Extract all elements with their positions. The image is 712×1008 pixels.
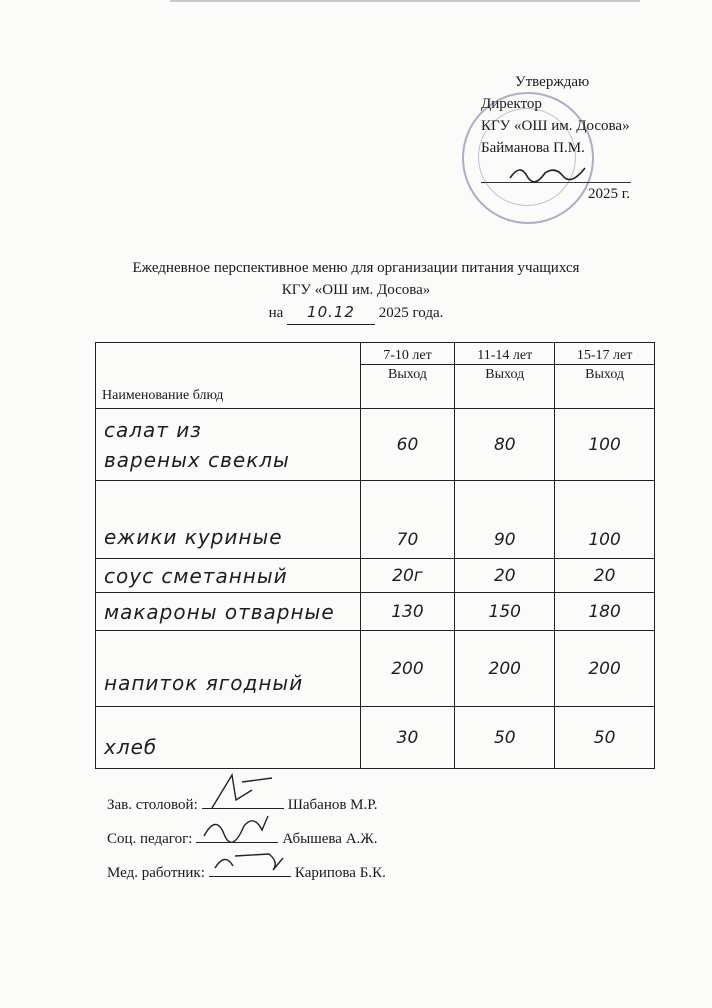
- portion-15-17: 100: [555, 481, 655, 559]
- portion-11-14: 80: [455, 409, 555, 481]
- date-value: 10.12: [287, 301, 375, 325]
- output-label-1: Выход: [360, 365, 455, 409]
- portion-7-10: 70: [360, 481, 455, 559]
- menu-table: [95, 342, 655, 769]
- signature-name: Карипова Б.К.: [294, 865, 386, 881]
- age-group-1: 7-10 лет: [360, 343, 455, 365]
- school-name: КГУ «ОШ им. Досова»: [281, 282, 431, 298]
- table-row: [96, 707, 655, 769]
- portion-7-10: 60: [360, 409, 455, 481]
- signature-scribble: [209, 838, 289, 878]
- approval-heading: Утверждаю: [515, 74, 590, 90]
- approval-block: [481, 93, 630, 159]
- output-label-2: Выход: [455, 365, 555, 409]
- portion-15-17: 100: [555, 409, 655, 481]
- approval-name: Байманова П.М.: [481, 140, 585, 156]
- dish-name: ежики куриные: [96, 481, 361, 559]
- signature-line: [209, 862, 291, 877]
- output-label-3: Выход: [555, 365, 655, 409]
- portion-15-17: 20: [555, 559, 655, 593]
- portion-7-10: 30: [360, 707, 455, 769]
- signature-name: Абышева А.Ж.: [282, 831, 378, 847]
- signature-role: Зав. столовой:: [107, 797, 198, 813]
- portion-7-10: 130: [360, 593, 455, 631]
- portion-7-10: 20г: [360, 559, 455, 593]
- dish-name: хлеб: [96, 707, 361, 769]
- approval-position: Директор: [481, 96, 542, 112]
- age-group-3: 15-17 лет: [555, 343, 655, 365]
- portion-15-17: 50: [555, 707, 655, 769]
- portion-7-10: 200: [360, 631, 455, 707]
- signature-role: Соц. педагог:: [107, 831, 193, 847]
- dish-name: напиток ягодный: [96, 631, 361, 707]
- date-line: [0, 301, 712, 325]
- table-row: [96, 481, 655, 559]
- dish-name: соус сметанный: [96, 559, 361, 593]
- portion-11-14: 50: [455, 707, 555, 769]
- portion-11-14: 20: [455, 559, 555, 593]
- signature-name: Шабанов М.Р.: [287, 797, 378, 813]
- portion-11-14: 200: [455, 631, 555, 707]
- dish-name: макароны отварные: [96, 593, 361, 631]
- date-suffix: 2025 года.: [378, 305, 444, 321]
- approval-year: 2025 г.: [588, 186, 630, 202]
- header-row-ages: [96, 343, 655, 365]
- table-row: [96, 593, 655, 631]
- approval-organization: КГУ «ОШ им. Досова»: [481, 118, 630, 134]
- table-row: [96, 409, 655, 481]
- table-row: [96, 631, 655, 707]
- document-title: Ежедневное перспективное меню для организации питания учащихся: [132, 260, 580, 276]
- director-signature: [505, 158, 595, 188]
- portion-15-17: 200: [555, 631, 655, 707]
- portion-11-14: 90: [455, 481, 555, 559]
- signature-role: Мед. работник:: [107, 865, 205, 881]
- age-group-2: 11-14 лет: [455, 343, 555, 365]
- date-prefix: на: [268, 305, 284, 321]
- table-row: [96, 559, 655, 593]
- portion-11-14: 150: [455, 593, 555, 631]
- top-border-line: [170, 0, 640, 2]
- dish-name: салат из вареных свеклы: [96, 409, 361, 481]
- signature-row: [107, 862, 386, 882]
- portion-15-17: 180: [555, 593, 655, 631]
- col-header-dish: Наименование блюд: [96, 343, 361, 409]
